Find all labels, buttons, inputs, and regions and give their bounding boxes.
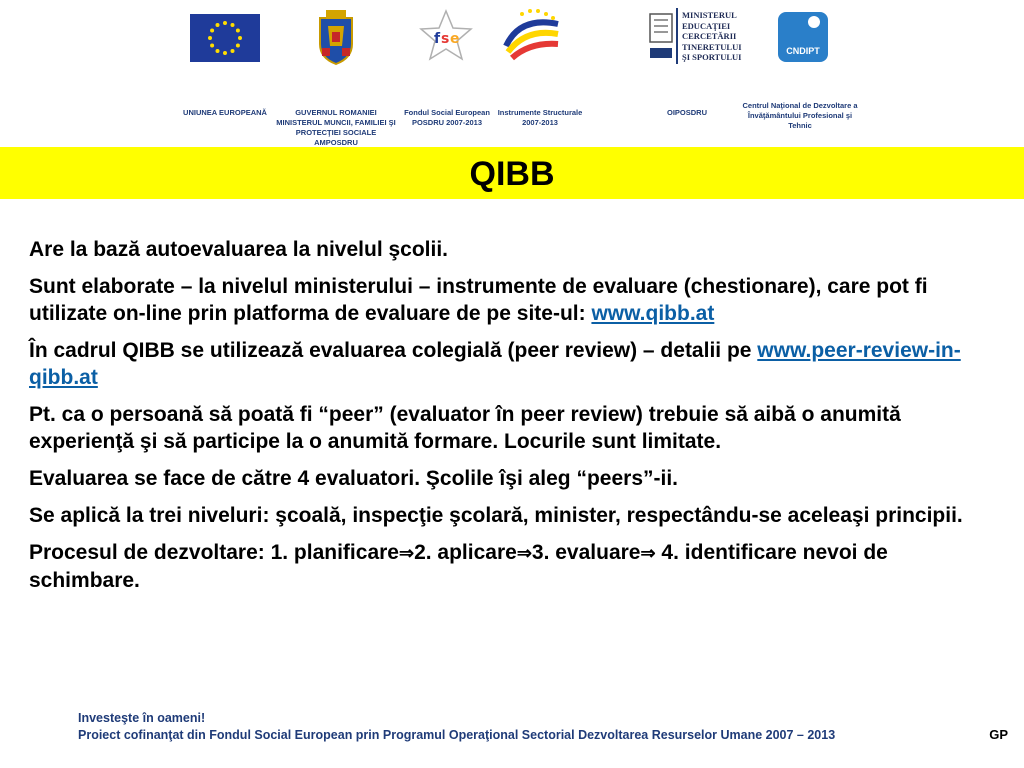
- footer-slogan: Investeşte în oameni!: [78, 711, 206, 725]
- cndipt-caption: [730, 101, 870, 131]
- svg-text:e: e: [450, 31, 460, 47]
- caption-line: 2007-2013: [522, 118, 558, 127]
- eu-caption: UNIUNEA EUROPEANĂ: [183, 108, 267, 117]
- cndipt-logo-icon: [778, 12, 828, 62]
- process-step-2: 2. aplicare: [414, 541, 517, 564]
- caption-line: POSDRU 2007-2013: [411, 118, 483, 127]
- oiposdru-caption: OIPOSDRU: [666, 108, 707, 117]
- page-title: QIBB: [469, 155, 555, 193]
- caption-line: MINISTERUL MUNCII, FAMILIEI ŞI: [276, 118, 396, 127]
- ministry-logo-line: TINERETULUI: [682, 41, 742, 52]
- paragraph-levels: Se aplică la trei niveluri: şcoală, inspecţie şcolară, minister, respectându-se aceleaşi principii.: [29, 504, 963, 527]
- caption-line: Fondul Social European: [404, 108, 490, 117]
- romania-coat-of-arms-icon: [314, 8, 358, 66]
- caption-line: Centrul Naţional de Dezvoltare a: [742, 101, 858, 110]
- right-arrow-icon: ⇒: [398, 543, 415, 563]
- caption-line: Tehnic: [788, 121, 812, 130]
- caption-line: GUVERNUL ROMANIEI: [295, 108, 377, 117]
- caption-line: Instrumente Structurale: [497, 108, 583, 117]
- right-arrow-icon: ⇒: [516, 543, 532, 563]
- slide-content: [29, 236, 1004, 604]
- paragraph-peer-review: [29, 337, 1004, 391]
- ministry-education-logo-icon: [646, 8, 742, 64]
- caption-line: PROTECŢIEI SOCIALE: [295, 128, 377, 137]
- paragraph-process: [29, 539, 1004, 594]
- paragraph-evaluators: Evaluarea se face de către 4 evaluatori. Şcolile îşi aleg “peers”-ii.: [29, 467, 679, 490]
- paragraph-text: Sunt elaborate – la nivelul ministerului – instrumente de evaluare (chestionare), care pot fi utilizate on-line prin platforma de evaluare de pe site-ul:: [29, 275, 928, 325]
- caption-line: AMPOSDRU: [314, 138, 358, 147]
- footer-project-note: Proiect cofinanţat din Fondul Social European prin Programul Operaţional Sectorial Dezvoltarea Resurselor Umane 2007 – 2013: [78, 728, 836, 742]
- ministry-logo-line: MINISTERUL: [682, 10, 737, 20]
- paragraph-basis: Are la bază autoevaluarea la nivelul şcolii.: [29, 238, 449, 261]
- author-initials: GP: [989, 727, 1008, 742]
- paragraph-text: În cadrul QIBB se utilizează evaluarea colegială (peer review) – detalii pe: [29, 339, 758, 362]
- svg-text:f: f: [434, 31, 441, 47]
- cndipt-logo-text: CNDIPT: [786, 46, 820, 56]
- qibb-link[interactable]: www.qibb.at: [591, 302, 715, 325]
- right-arrow-icon: ⇒: [640, 543, 656, 563]
- process-step-4: 4. identificare nevoi de schimbare.: [29, 541, 888, 592]
- structural-instruments-icon: [500, 6, 564, 66]
- process-step-3: 3. evaluare: [531, 541, 641, 564]
- structural-caption: [484, 108, 596, 128]
- paragraph-peer-requirements: Pt. ca o persoană să poată fi “peer” (evaluator în peer review) trebuie să aibă o anumită experienţă şi să participe la o anumită formare. Locurile sunt limitate.: [29, 403, 901, 453]
- government-caption: [268, 108, 404, 148]
- eu-flag-icon: [190, 14, 260, 62]
- fse-logo-icon: [418, 8, 474, 64]
- footer: [78, 710, 835, 744]
- svg-text:s: s: [441, 31, 450, 47]
- process-step-1: Procesul de dezvoltare: 1. planificare: [29, 541, 399, 564]
- ministry-logo-line: EDUCAŢIEI: [682, 20, 731, 31]
- paragraph-instruments: [29, 273, 1004, 327]
- caption-line: Învăţământului Profesional şi: [747, 111, 853, 120]
- peer-review-link[interactable]: www.peer-review-in-qibb.at: [29, 339, 961, 389]
- ministry-logo-line: CERCETĂRII: [682, 31, 737, 41]
- ministry-logo-line: ŞI SPORTULUI: [682, 52, 742, 62]
